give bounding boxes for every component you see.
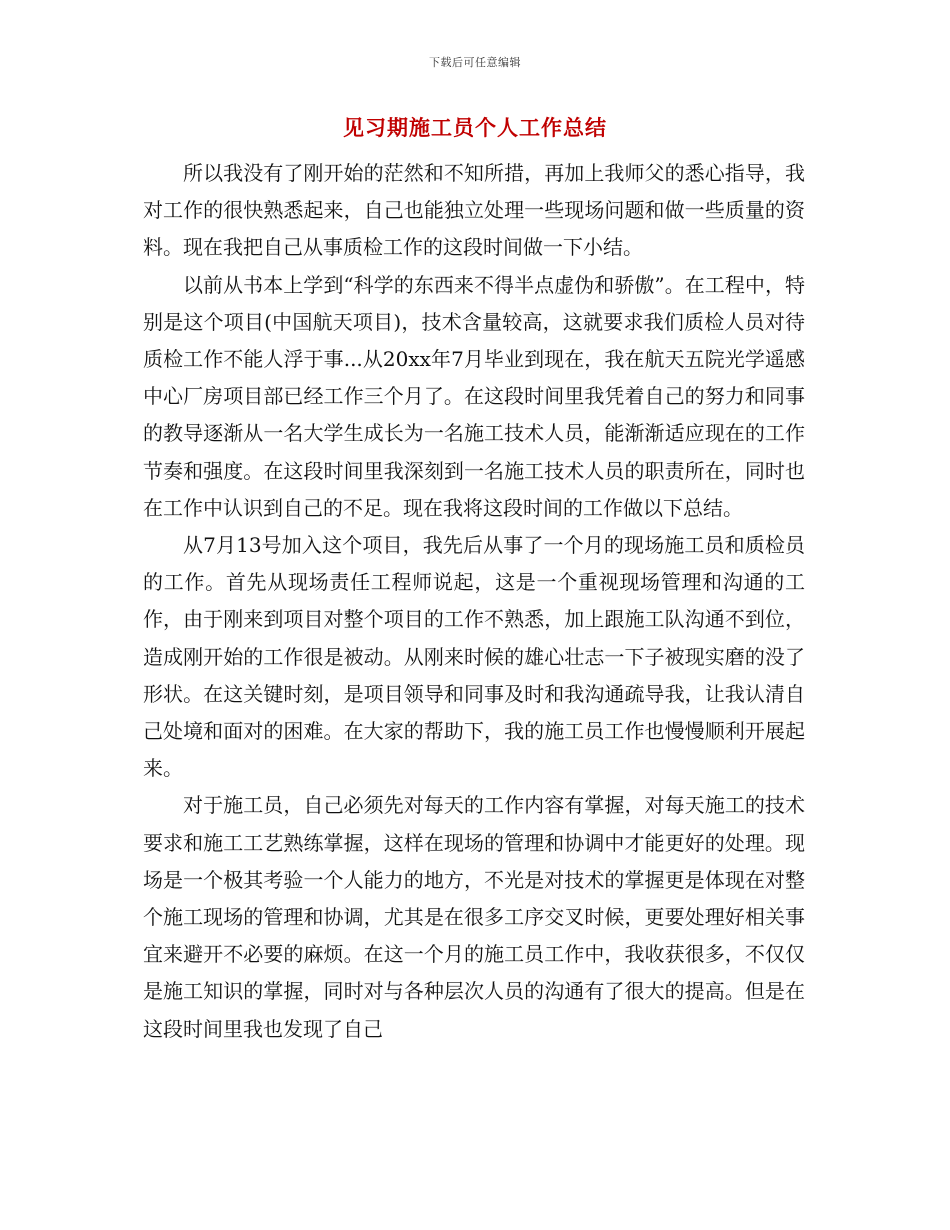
- paragraph-3: 从7月13号加入这个项目，我先后从事了一个月的现场施工员和质检员的工作。首先从现场责任工程师说起，这是一个重视现场管理和沟通的工作，由于刚来到项目对整个项目的工作不熟悉，加上跟施工队沟通不到位，造成刚开始的工作很是被动。从刚来时候的雄心壮志一下子被现实磨的没了形状。在这关键时刻，是项目领导和同事及时和我沟通疏导我，让我认清自己处境和面对的困难。在大家的帮助下，我的施工员工作也慢慢顺利开展起来。: [143, 533, 805, 781]
- header-note: 下载后可任意编辑: [429, 56, 521, 69]
- document-title: 见习期施工员个人工作总结: [343, 116, 607, 140]
- paragraph-1: 所以我没有了刚开始的茫然和不知所措，再加上我师父的悉心指导，我对工作的很快熟悉起来，自己也能独立处理一些现场问题和做一些质量的资料。现在我把自己从事质检工作的这段时间做一下小结。: [143, 161, 805, 260]
- paragraph-4: 对于施工员，自己必须先对每天的工作内容有掌握，对每天施工的技术要求和施工工艺熟练掌握，这样在现场的管理和协调中才能更好的处理。现场是一个极其考验一个人能力的地方，不光是对技术的掌握更是体现在对整个施工现场的管理和协调，尤其是在很多工序交叉时候，更要处理好相关事宜来避开不必要的麻烦。在这一个月的施工员工作中，我收获很多，不仅仅是施工知识的掌握，同时对与各种层次人员的沟通有了很大的提高。但是在这段时间里我也发现了自己: [143, 793, 805, 1041]
- document-body: [143, 155, 805, 1048]
- paragraph-2: 以前从书本上学到“科学的东西来不得半点虚伪和骄傲”。在工程中，特别是这个项目(中国航天项目)，技术含量较高，这就要求我们质检人员对待质检工作不能人浮于事...从20xx年7月毕业到现在，我在航天五院光学遥感中心厂房项目部已经工作三个月了。在这段时间里我凭着自己的努力和同事的教导逐渐从一名大学生成长为一名施工技术人员，能渐渐适应现在的工作节奏和强度。在这段时间里我深刻到一名施工技术人员的职责所在，同时也在工作中认识到自己的不足。现在我将这段时间的工作做以下总结。: [143, 272, 805, 520]
